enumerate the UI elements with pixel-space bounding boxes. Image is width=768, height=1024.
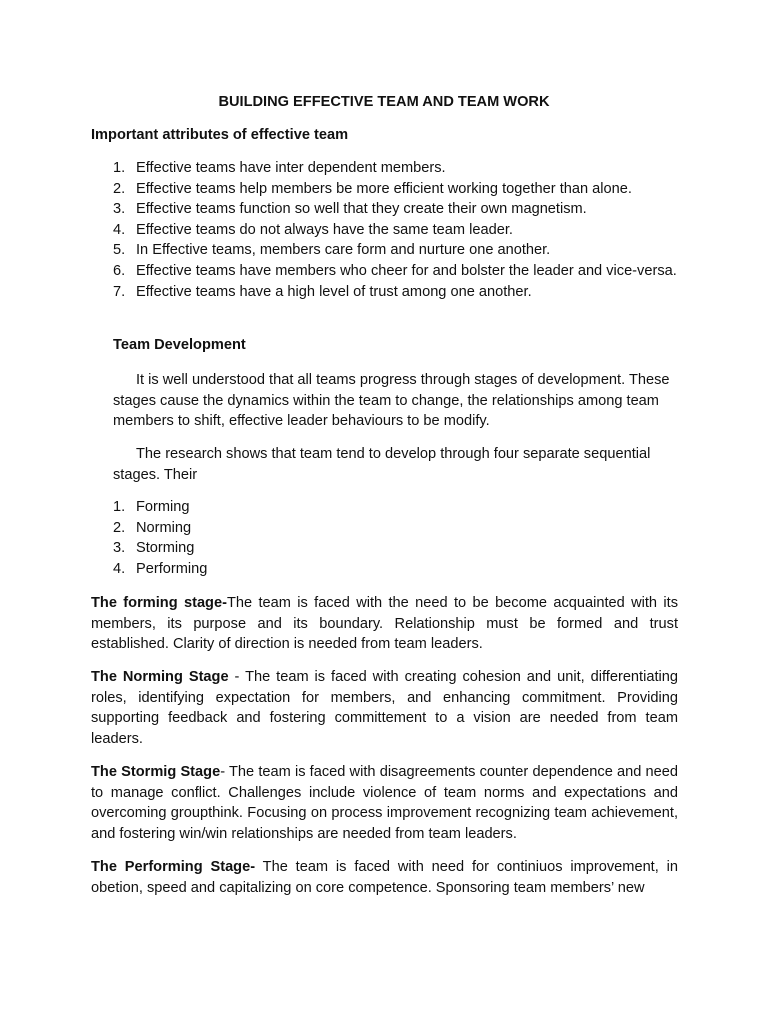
list-item-number: 7. xyxy=(113,283,126,300)
list-item-text: Effective teams have members who cheer for and bolster the leader and vice-versa. xyxy=(136,262,677,279)
list-item-number: 5. xyxy=(113,242,126,259)
paragraph-research: The research shows that team tend to develop through four separate sequential stages. Their xyxy=(113,446,651,483)
list-item-text: Performing xyxy=(136,560,208,577)
list-item-text: Effective teams have a high level of trust among one another. xyxy=(136,283,532,300)
list-item xyxy=(113,559,413,580)
forming-stage-label: The forming stage- xyxy=(91,595,227,611)
stages-list xyxy=(113,497,413,579)
list-item-text: In Effective teams, members care form and nurture one another. xyxy=(136,242,551,259)
paragraph-stages-intro: It is well understood that all teams progress through stages of development. These stages cause the dynamics within the team to change, the relationships among team members to shift, effective leader behaviours to be modify. xyxy=(113,372,670,430)
list-item xyxy=(113,199,679,220)
list-item-text: Effective teams do not always have the same team leader. xyxy=(136,221,513,238)
list-item xyxy=(113,158,679,179)
list-item-number: 2. xyxy=(113,519,126,536)
list-item xyxy=(113,261,679,282)
forming-stage-text: The team is faced with the need to be become acquainted with its members, its purpose and its boundary. Relationship must be formed and trust established. Clarity of direction is needed from team leaders. xyxy=(91,595,678,653)
list-item xyxy=(113,538,413,559)
list-item-number: 1. xyxy=(113,160,126,176)
attributes-heading: Important attributes of effective team xyxy=(91,127,349,143)
list-item xyxy=(113,179,679,200)
list-item-text: Forming xyxy=(136,499,190,515)
list-item-text: Effective teams help members be more efficient working together than alone. xyxy=(136,180,632,197)
list-item-text: Storming xyxy=(136,540,195,557)
list-item xyxy=(113,518,413,539)
list-item xyxy=(113,220,679,241)
list-item-text: Norming xyxy=(136,519,192,536)
storming-stage-text: - The team is faced with disagreements counter dependence and need to manage conflict. Challenges include violence of team norms and expectations and overcoming groupthink. Focusing on process improvement recognizing team achievement, and fostering win/win relationships are needed from team leaders. xyxy=(91,764,679,842)
list-item xyxy=(113,240,679,261)
storming-stage-label: The Stormig Stage xyxy=(91,764,221,780)
list-item-text: Effective teams have inter dependent members. xyxy=(136,160,446,176)
norming-stage-paragraph xyxy=(91,667,678,749)
list-item xyxy=(113,282,679,303)
attributes-list xyxy=(113,158,679,302)
list-item-number: 2. xyxy=(113,180,126,197)
list-item xyxy=(113,497,413,518)
list-item-number: 3. xyxy=(113,201,126,218)
storming-stage-paragraph xyxy=(91,762,678,844)
performing-stage-text: The team is faced with need for continiuos improvement, in obetion, speed and capitalizing on core competence. Sponsoring team members’ new xyxy=(91,859,678,896)
norming-stage-text: - The team is faced with creating cohesion and unit, differentiating roles, identifying expectation for members, and enhancing commitment. Providing supporting feedback and fostering committement to a vision are needed from team leaders. xyxy=(91,669,678,747)
team-development-heading: Team Development xyxy=(113,337,246,353)
list-item-number: 3. xyxy=(113,540,126,557)
norming-stage-label: The Norming Stage xyxy=(91,669,229,685)
list-item-number: 4. xyxy=(113,560,126,577)
list-item-number: 1. xyxy=(113,499,126,515)
forming-stage-paragraph xyxy=(91,593,678,655)
list-item-text: Effective teams function so well that they create their own magnetism. xyxy=(136,201,587,218)
performing-stage-paragraph xyxy=(91,857,678,898)
document-title: BUILDING EFFECTIVE TEAM AND TEAM WORK xyxy=(218,94,550,110)
performing-stage-label: The Performing Stage- xyxy=(91,859,256,875)
list-item-number: 4. xyxy=(113,221,126,238)
list-item-number: 6. xyxy=(113,262,126,279)
